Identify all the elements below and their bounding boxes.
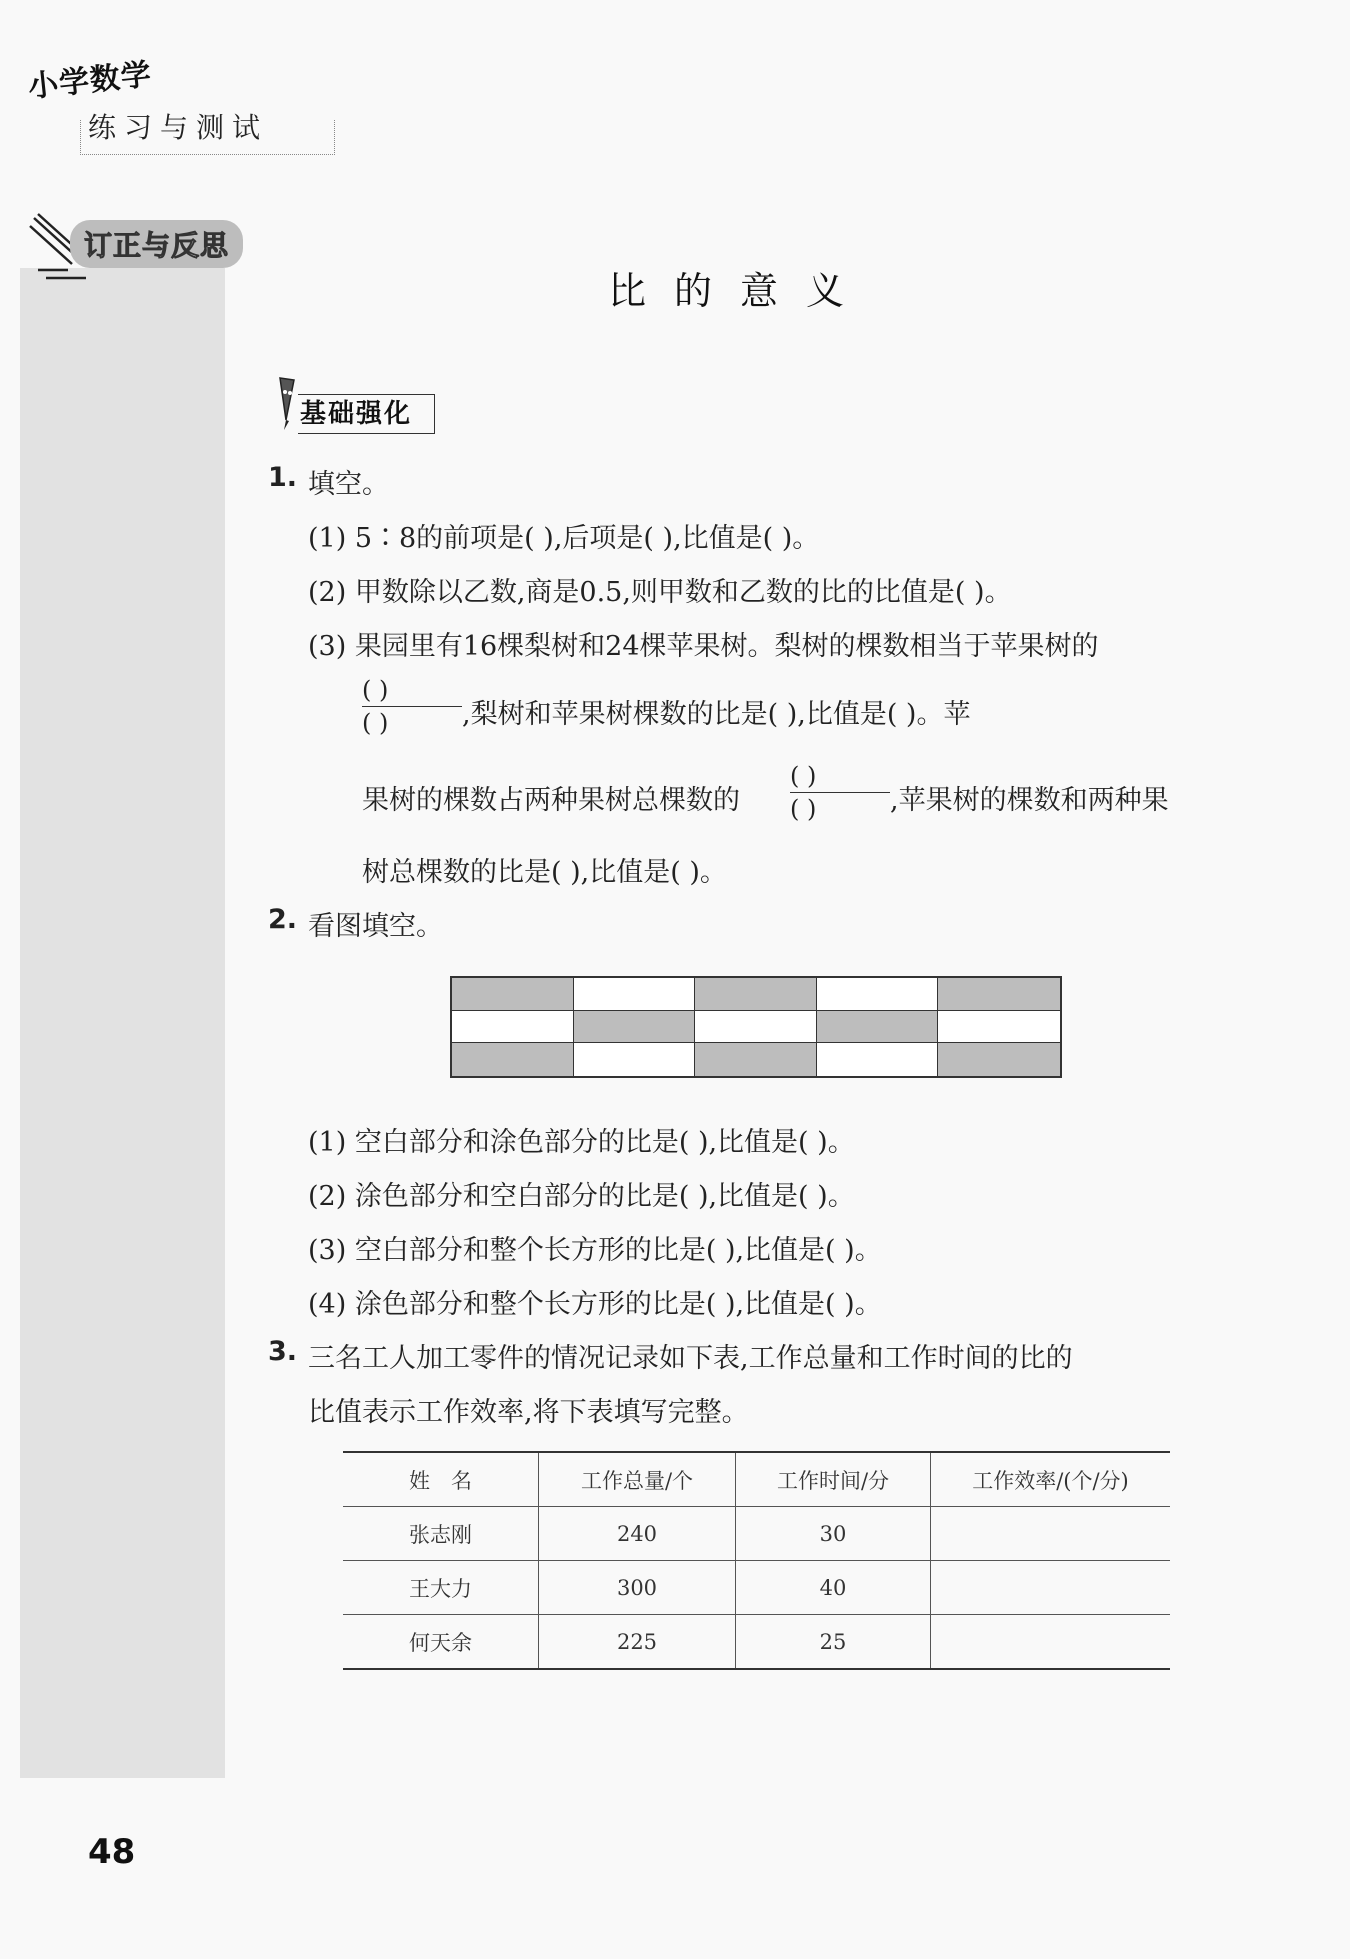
question-number: 1. (268, 462, 298, 493)
table-cell-total: 300 (539, 1561, 736, 1615)
blank-cell (817, 1043, 939, 1076)
blank-cell (574, 1043, 696, 1076)
table-cell-total: 240 (539, 1507, 736, 1561)
question-item: (1) 5∶8的前项是( ),后项是( ),比值是( )。 (308, 523, 820, 554)
shaded-cell (695, 978, 817, 1011)
table-cell-efficiency-blank[interactable] (931, 1615, 1171, 1670)
page-number: 48 (88, 1832, 136, 1872)
shaded-cell (574, 1011, 696, 1044)
book-series-title: 小学数学 (26, 57, 154, 105)
table-header-total: 工作总量/个 (539, 1452, 736, 1507)
table-header-name: 姓 名 (343, 1452, 539, 1507)
table-row (343, 1507, 1170, 1561)
table-cell-time: 25 (736, 1615, 931, 1670)
table-cell-time: 40 (736, 1561, 931, 1615)
table-cell-efficiency-blank[interactable] (931, 1561, 1171, 1615)
fraction-denominator: ( ) (362, 709, 389, 737)
fraction-denominator: ( ) (790, 795, 817, 823)
question-item: (2) 甲数除以乙数,商是0.5,则甲数和乙数的比的比值是( )。 (308, 577, 1012, 608)
question-number: 2. (268, 904, 298, 935)
question-item: (3) 空白部分和整个长方形的比是( ),比值是( )。 (308, 1235, 882, 1266)
question-stem: 比值表示工作效率,将下表填写完整。 (308, 1397, 749, 1428)
shaded-cell (938, 978, 1060, 1011)
table-row (343, 1561, 1170, 1615)
blank-cell (817, 978, 939, 1011)
question-number: 3. (268, 1336, 298, 1367)
question-stem: 填空。 (308, 469, 389, 500)
table-cell-name: 张志刚 (343, 1507, 539, 1561)
shaded-cell (452, 978, 574, 1011)
question-stem: 看图填空。 (308, 911, 443, 942)
shaded-cell (695, 1043, 817, 1076)
question-item: (3) 果园里有16棵梨树和24棵苹果树。梨树的棵数相当于苹果树的 (308, 631, 1099, 662)
table-cell-efficiency-blank[interactable] (931, 1507, 1171, 1561)
question-item: 果树的棵数占两种果树总棵数的 (362, 785, 740, 816)
question-item: ,苹果树的棵数和两种果 (890, 785, 1169, 816)
table-header-efficiency: 工作效率/(个/分) (931, 1452, 1171, 1507)
fraction-numerator: ( ) (362, 676, 389, 704)
shaded-cell (938, 1043, 1060, 1076)
table-header-row (343, 1452, 1170, 1507)
table-cell-name: 何天余 (343, 1615, 539, 1670)
correction-label: 订正与反思 (70, 220, 243, 268)
blank-cell (938, 1011, 1060, 1044)
table-cell-total: 225 (539, 1615, 736, 1670)
shaded-cell (452, 1043, 574, 1076)
table-cell-name: 王大力 (343, 1561, 539, 1615)
question-item: (1) 空白部分和涂色部分的比是( ),比值是( )。 (308, 1127, 855, 1158)
fraction-numerator: ( ) (790, 762, 817, 790)
subtitle-dotted-box (80, 120, 335, 155)
blank-cell (695, 1011, 817, 1044)
work-efficiency-table (343, 1451, 1170, 1670)
question-item: (2) 涂色部分和空白部分的比是( ),比值是( )。 (308, 1181, 855, 1212)
shaded-cell (817, 1011, 939, 1044)
question-item: (4) 涂色部分和整个长方形的比是( ),比值是( )。 (308, 1289, 882, 1320)
blank-cell (452, 1011, 574, 1044)
book-subtitle: 练习与测试 (88, 111, 269, 144)
blank-cell (574, 978, 696, 1011)
question-item: ,梨树和苹果树棵数的比是( ),比值是( )。苹 (462, 699, 971, 730)
correction-sidebar (20, 268, 225, 1778)
table-header-time: 工作时间/分 (736, 1452, 931, 1507)
table-cell-time: 30 (736, 1507, 931, 1561)
shaded-rectangle-diagram (450, 976, 1062, 1078)
section-label: 基础强化 (298, 394, 435, 434)
table-row (343, 1615, 1170, 1670)
question-item: 树总棵数的比是( ),比值是( )。 (362, 857, 727, 888)
question-stem: 三名工人加工零件的情况记录如下表,工作总量和工作时间的比的 (308, 1343, 1073, 1374)
lesson-title: 比的意义 (607, 269, 872, 313)
